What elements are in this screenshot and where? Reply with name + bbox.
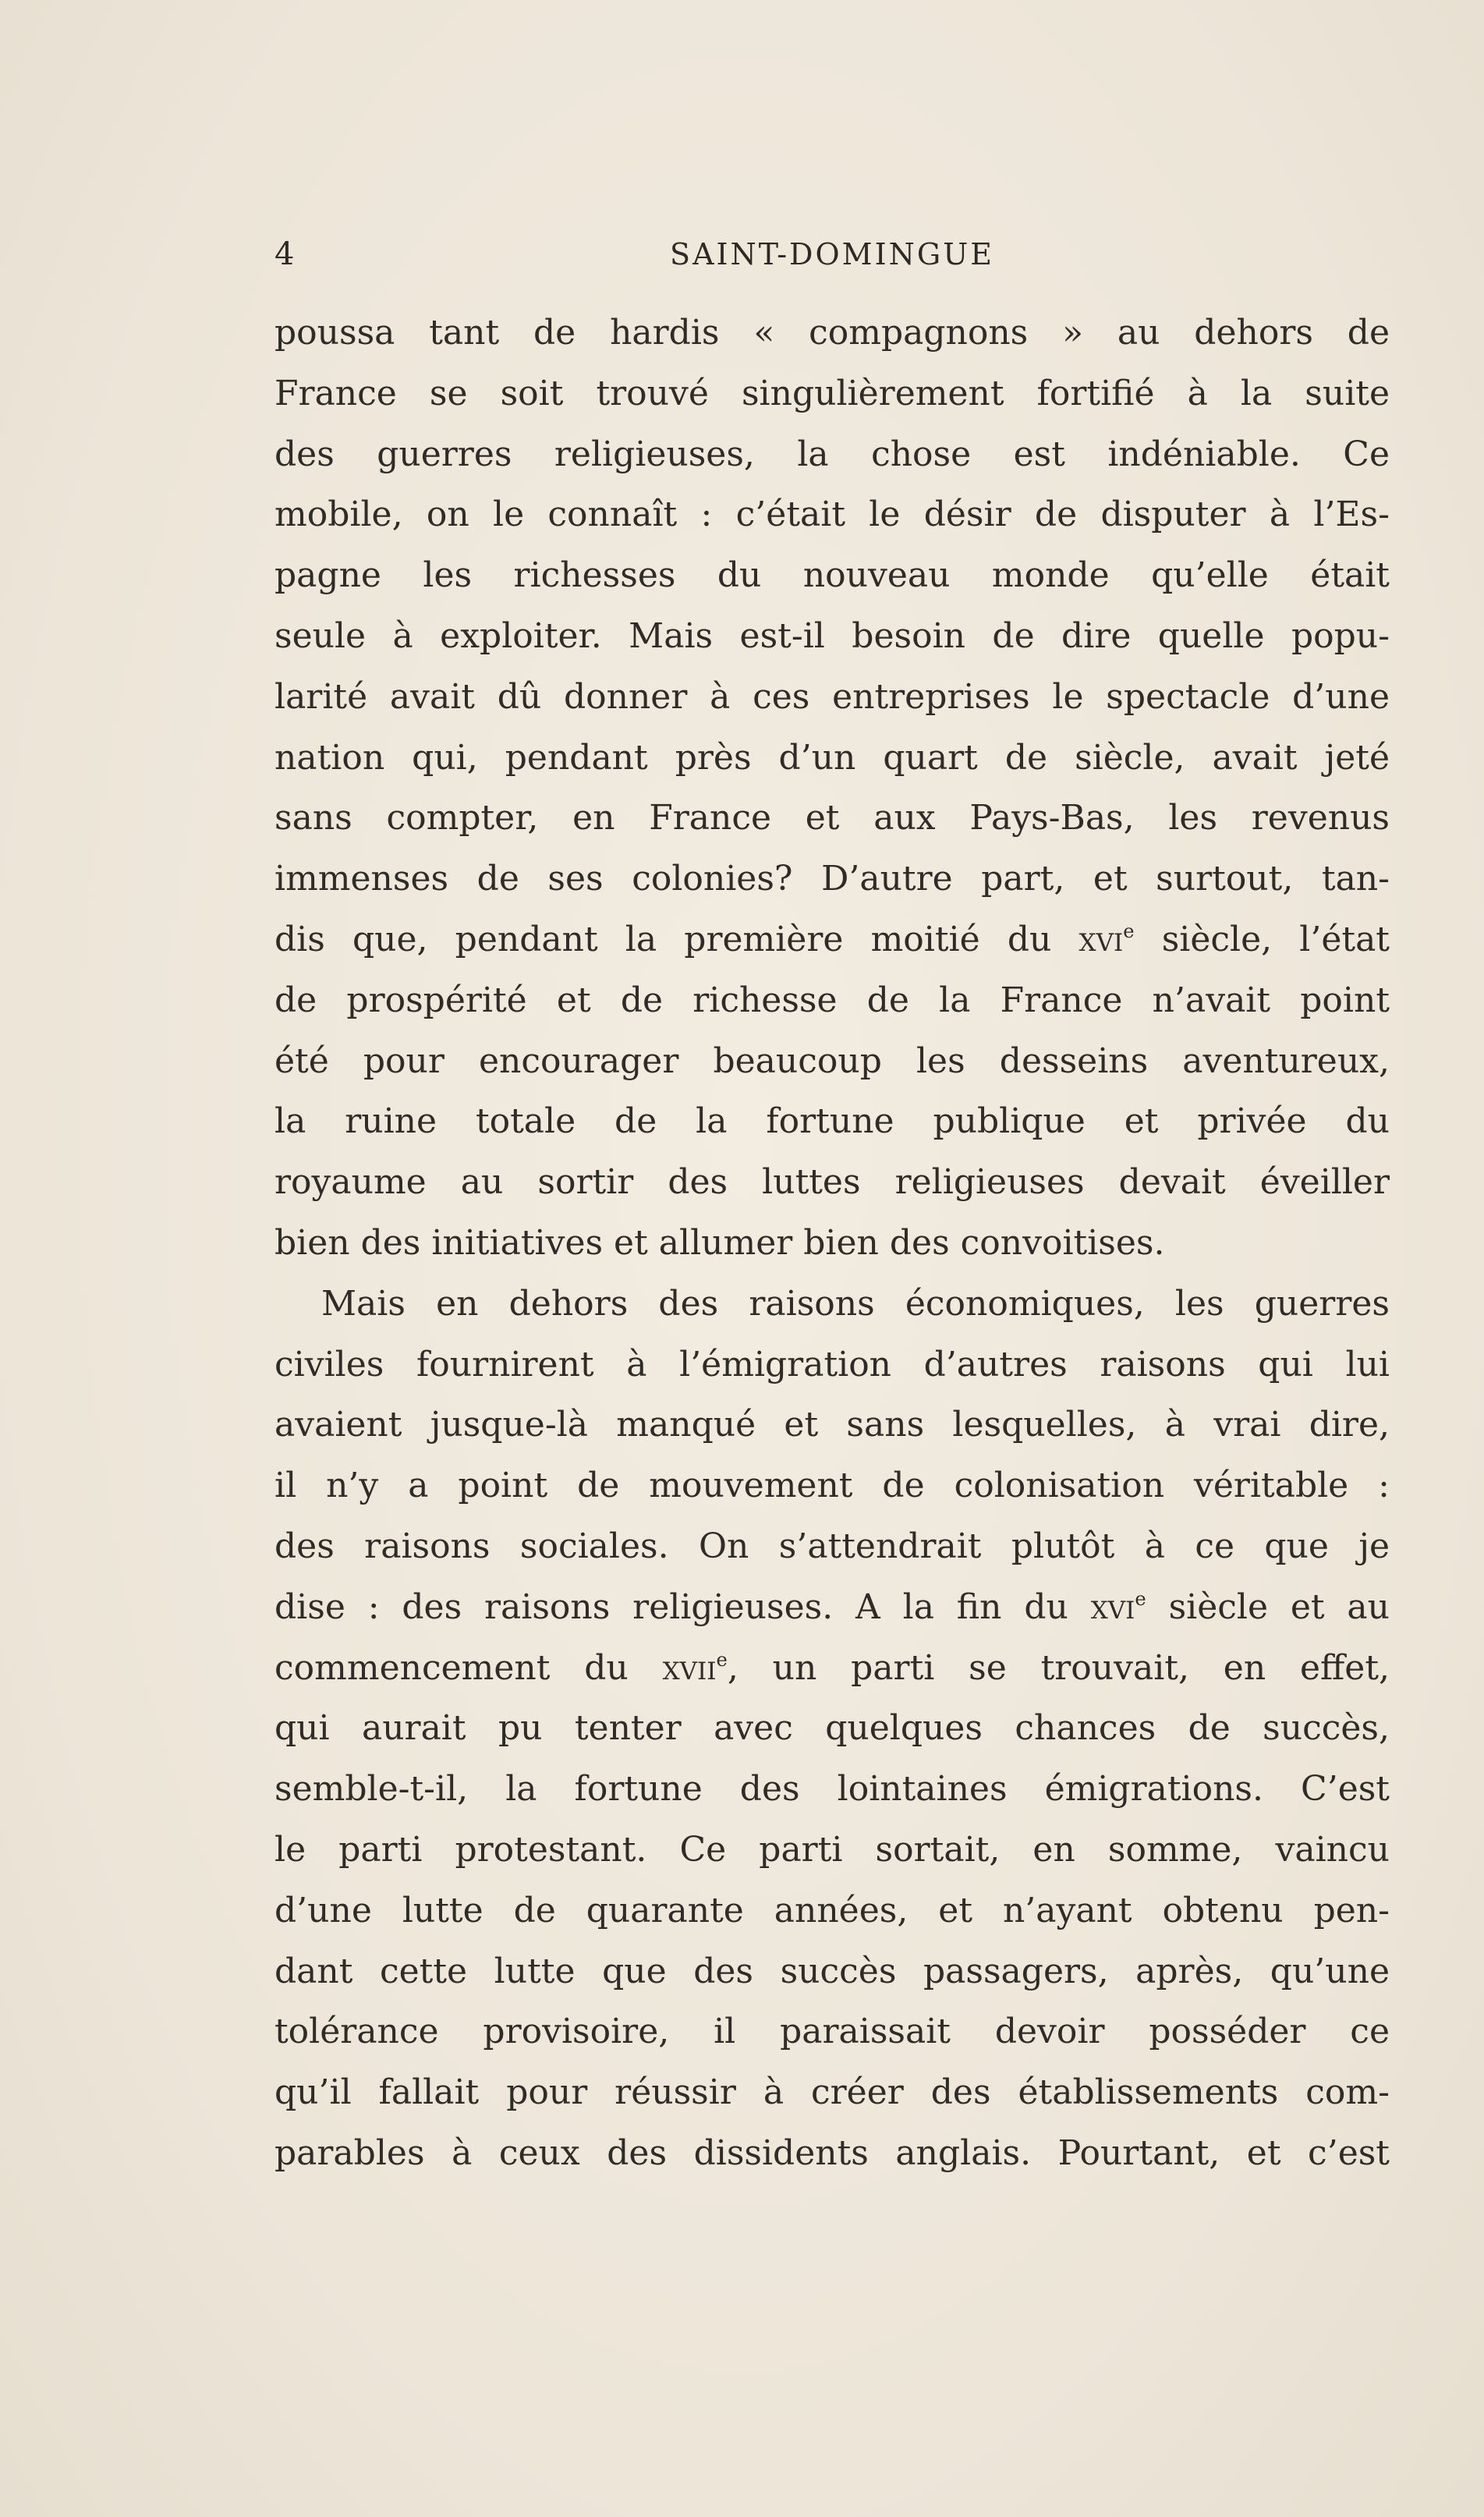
line-text: siècle, l’état [1134,919,1390,959]
line-text: commencement du [274,1647,663,1688]
text-line: il n’y a point de mouvement de colonisation véritable : [274,1466,1390,1506]
text-line: qui aurait pu tenter avec quelques chances de succès, [274,1708,1390,1749]
running-title: SAINT-DOMINGUE [670,237,994,271]
text-line: la ruine totale de la fortune publique et privée du [274,1101,1390,1142]
text-line [274,1638,1390,1699]
text-line: tolérance provisoire, il paraissait devoir posséder ce [274,2012,1390,2052]
text-line: des guerres religieuses, la chose est indéniable. Ce [274,434,1390,474]
text-line: mobile, on le connaît : c’était le désir de disputer à l’Es- [274,495,1390,535]
text-line: le parti protestant. Ce parti sortait, en somme, vaincu [274,1829,1390,1870]
line-text: , un parti se trouvait, en effet, [727,1647,1390,1688]
text-line: dant cette lutte que des succès passagers, après, qu’une [274,1951,1390,1991]
superscript: e [1123,920,1135,943]
text-line: été pour encourager beaucoup les desseins aventureux, [274,1040,1390,1081]
text-line: avaient jusque-là manqué et sans lesquelles, à vrai dire, [274,1405,1390,1445]
century-numeral: xvi [1090,1586,1135,1627]
text-line: Mais en dehors des raisons économiques, les guerres [321,1283,1390,1324]
text-line [274,909,1390,970]
line-text: dise : des raisons religieuses. A la fin du [274,1586,1091,1627]
text-line [274,1577,1390,1638]
superscript: e [1135,1587,1146,1610]
text-line: parables à ceux des dissidents anglais. Pourtant, et c’est [274,2132,1390,2173]
text-line: France se soit trouvé singulièrement fortifié à la suite [274,373,1390,413]
line-text: dis que, pendant la première moitié du [274,919,1079,959]
text-line: bien des initiatives et allumer bien des convoitises. [274,1222,1165,1263]
text-line: pagne les richesses du nouveau monde qu’elle était [274,555,1390,596]
text-line: royaume au sortir des luttes religieuses devait éveiller [274,1162,1390,1203]
text-line: des raisons sociales. On s’attendrait plutôt à ce que je [274,1526,1390,1566]
page-number: 4 [274,236,295,272]
text-line: civiles fournirent à l’émigration d’autres raisons qui lui [274,1344,1390,1384]
running-head [274,231,1390,278]
line-text: siècle et au [1146,1586,1390,1627]
text-line: de prospérité et de richesse de la France n’avait point [274,980,1390,1020]
text-line: nation qui, pendant près d’un quart de siècle, avait jeté [274,737,1390,778]
text-line: larité avait dû donner à ces entreprises le spectacle d’une [274,676,1390,717]
text-line: d’une lutte de quarante années, et n’ayant obtenu pen- [274,1890,1390,1930]
century-numeral: xvii [662,1647,717,1688]
text-line: qu’il fallait pour réussir à créer des établissements com- [274,2072,1390,2113]
text-line: sans compter, en France et aux Pays-Bas, les revenus [274,798,1390,838]
century-numeral: xvi [1078,919,1124,959]
body-text [274,303,1390,2184]
text-line: seule à exploiter. Mais est-il besoin de dire quelle popu- [274,615,1390,656]
text-line: poussa tant de hardis « compagnons » au dehors de [274,313,1390,353]
superscript: e [716,1648,728,1671]
text-line: semble-t-il, la fortune des lointaines émigrations. C’est [274,1769,1390,1810]
text-line: immenses de ses colonies? D’autre part, et surtout, tan- [274,859,1390,899]
